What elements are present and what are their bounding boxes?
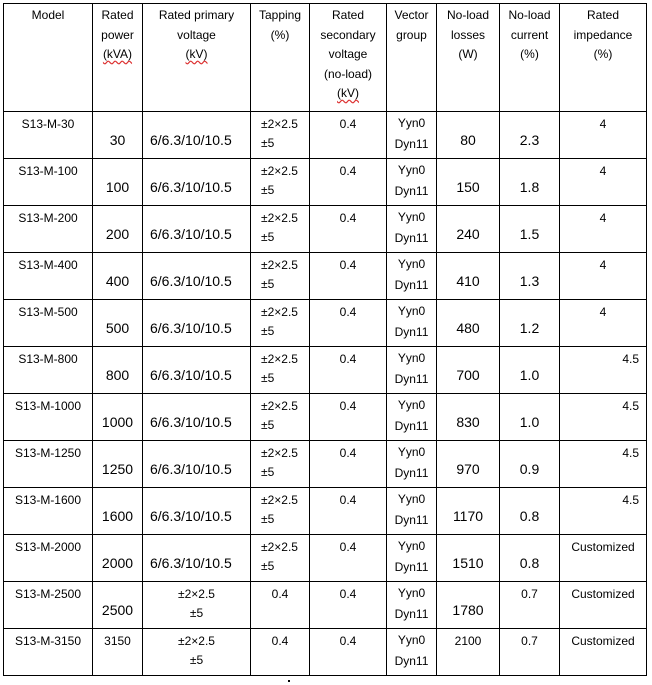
cell-impedance: 4.5 [560,441,647,488]
transformer-spec-table [3,3,647,676]
cell-secondary-voltage: 0.4 [310,488,387,535]
cell-primary-voltage: 6/6.3/10/10.5 [143,394,251,441]
cell-no-load-current: 0.7 [500,582,560,629]
cell-power: 2500 [93,582,143,629]
cell-tapping: ±2×2.5 ±5 [251,300,310,347]
table-row [4,206,647,253]
cell-tapping: ±2×2.5 ±5 [251,488,310,535]
cell-primary-voltage: 6/6.3/10/10.5 [143,535,251,582]
cell-vector-group: Yyn0 Dyn11 [387,300,437,347]
cell-vector-group: Yyn0 Dyn11 [387,629,437,676]
cell-model: S13-M-1250 [4,441,93,488]
cell-impedance: 4 [560,253,647,300]
cell-no-load-losses: 1170 [437,488,500,535]
cell-power: 100 [93,159,143,206]
cell-tapping: ±2×2.5 ±5 [251,253,310,300]
cell-tapping: ±2×2.5 ±5 [251,394,310,441]
cell-vector-group: Yyn0 Dyn11 [387,159,437,206]
cell-vector-group: Yyn0 Dyn11 [387,347,437,394]
cell-primary-voltage: 6/6.3/10/10.5 [143,159,251,206]
cell-no-load-losses: 830 [437,394,500,441]
cell-model: S13-M-1600 [4,488,93,535]
cell-secondary-voltage: 0.4 [310,347,387,394]
cell-primary-voltage: 6/6.3/10/10.5 [143,112,251,159]
header-model: Model [4,4,93,112]
header-vector-group: Vector group [387,4,437,112]
cell-power: 2000 [93,535,143,582]
cell-tapping: ±2×2.5 ±5 [251,159,310,206]
cell-secondary-voltage: 0.4 [310,394,387,441]
cell-model: S13-M-2500 [4,582,93,629]
cell-vector-group: Yyn0 Dyn11 [387,394,437,441]
cell-power: 3150 [93,629,143,676]
cell-no-load-current: 1.0 [500,347,560,394]
table-row [4,112,647,159]
cell-secondary-voltage: 0.4 [310,300,387,347]
cell-power: 800 [93,347,143,394]
cell-impedance: 4 [560,300,647,347]
cell-no-load-current: 0.7 [500,629,560,676]
cell-no-load-losses: 2100 [437,629,500,676]
cell-impedance: 4.5 [560,488,647,535]
cell-primary-voltage: 6/6.3/10/10.5 [143,347,251,394]
cell-no-load-losses: 480 [437,300,500,347]
cell-primary-voltage: 6/6.3/10/10.5 [143,441,251,488]
header-no-load-losses: No-load losses (W) [437,4,500,112]
cell-secondary-voltage: 0.4 [310,159,387,206]
cell-secondary-voltage: 0.4 [310,441,387,488]
cell-secondary-voltage: 0.4 [310,112,387,159]
cell-impedance: 4 [560,206,647,253]
table-row [4,394,647,441]
stray-dot [288,680,290,682]
cell-secondary-voltage: 0.4 [310,253,387,300]
cell-primary-voltage: 6/6.3/10/10.5 [143,253,251,300]
header-primary-voltage: Rated primary voltage (kV) [143,4,251,112]
cell-no-load-current: 0.8 [500,488,560,535]
cell-primary-voltage: 6/6.3/10/10.5 [143,300,251,347]
cell-no-load-losses: 700 [437,347,500,394]
table-row [4,300,647,347]
table-row [4,159,647,206]
cell-no-load-losses: 150 [437,159,500,206]
header-rated-power: Rated power (kVA) [93,4,143,112]
cell-power: 200 [93,206,143,253]
cell-no-load-current: 0.9 [500,441,560,488]
cell-primary-voltage: 6/6.3/10/10.5 [143,488,251,535]
cell-model: S13-M-800 [4,347,93,394]
header-rated-impedance: Rated impedance (%) [560,4,647,112]
cell-tapping: ±2×2.5 ±5 [251,535,310,582]
cell-tapping: ±2×2.5 ±5 [251,112,310,159]
cell-model: S13-M-100 [4,159,93,206]
table-row [4,441,647,488]
cell-vector-group: Yyn0 Dyn11 [387,441,437,488]
cell-model: S13-M-400 [4,253,93,300]
cell-tapping: ±2×2.5 ±5 [251,441,310,488]
cell-impedance: 4.5 [560,347,647,394]
cell-impedance: Customized [560,629,647,676]
cell-secondary-voltage: 0.4 [310,206,387,253]
cell-no-load-current: 0.8 [500,535,560,582]
table-row [4,582,647,629]
cell-secondary-voltage: 0.4 [310,535,387,582]
table-row [4,629,647,676]
table-row [4,535,647,582]
cell-no-load-losses: 80 [437,112,500,159]
cell-no-load-current: 1.2 [500,300,560,347]
cell-no-load-losses: 410 [437,253,500,300]
cell-vector-group: Yyn0 Dyn11 [387,253,437,300]
cell-tapping: 0.4 [251,629,310,676]
cell-secondary-voltage: 0.4 [310,582,387,629]
cell-secondary-voltage: 0.4 [310,629,387,676]
cell-impedance: 4 [560,112,647,159]
cell-vector-group: Yyn0 Dyn11 [387,112,437,159]
cell-vector-group: Yyn0 Dyn11 [387,535,437,582]
cell-impedance: 4.5 [560,394,647,441]
header-tapping: Tapping (%) [251,4,310,112]
cell-vector-group: Yyn0 Dyn11 [387,488,437,535]
cell-primary-voltage: ±2×2.5 ±5 [143,582,251,629]
cell-no-load-losses: 1510 [437,535,500,582]
cell-model: S13-M-500 [4,300,93,347]
cell-vector-group: Yyn0 Dyn11 [387,206,437,253]
cell-power: 400 [93,253,143,300]
cell-no-load-losses: 240 [437,206,500,253]
cell-model: S13-M-30 [4,112,93,159]
cell-power: 1250 [93,441,143,488]
table-row [4,488,647,535]
cell-power: 1000 [93,394,143,441]
cell-tapping: 0.4 [251,582,310,629]
cell-primary-voltage: ±2×2.5 ±5 [143,629,251,676]
header-row [4,4,647,112]
cell-no-load-current: 1.8 [500,159,560,206]
table-row [4,347,647,394]
cell-impedance: 4 [560,159,647,206]
cell-model: S13-M-200 [4,206,93,253]
cell-impedance: Customized [560,535,647,582]
cell-model: S13-M-1000 [4,394,93,441]
cell-impedance: Customized [560,582,647,629]
cell-no-load-losses: 970 [437,441,500,488]
cell-vector-group: Yyn0 Dyn11 [387,582,437,629]
cell-power: 30 [93,112,143,159]
cell-power: 1600 [93,488,143,535]
cell-no-load-losses: 1780 [437,582,500,629]
cell-no-load-current: 1.0 [500,394,560,441]
header-secondary-voltage: Rated secondary voltage (no-load) (kV) [310,4,387,112]
cell-power: 500 [93,300,143,347]
cell-model: S13-M-2000 [4,535,93,582]
table-row [4,253,647,300]
cell-no-load-current: 1.3 [500,253,560,300]
cell-tapping: ±2×2.5 ±5 [251,206,310,253]
cell-primary-voltage: 6/6.3/10/10.5 [143,206,251,253]
header-no-load-current: No-load current (%) [500,4,560,112]
cell-no-load-current: 1.5 [500,206,560,253]
cell-no-load-current: 2.3 [500,112,560,159]
cell-tapping: ±2×2.5 ±5 [251,347,310,394]
cell-model: S13-M-3150 [4,629,93,676]
